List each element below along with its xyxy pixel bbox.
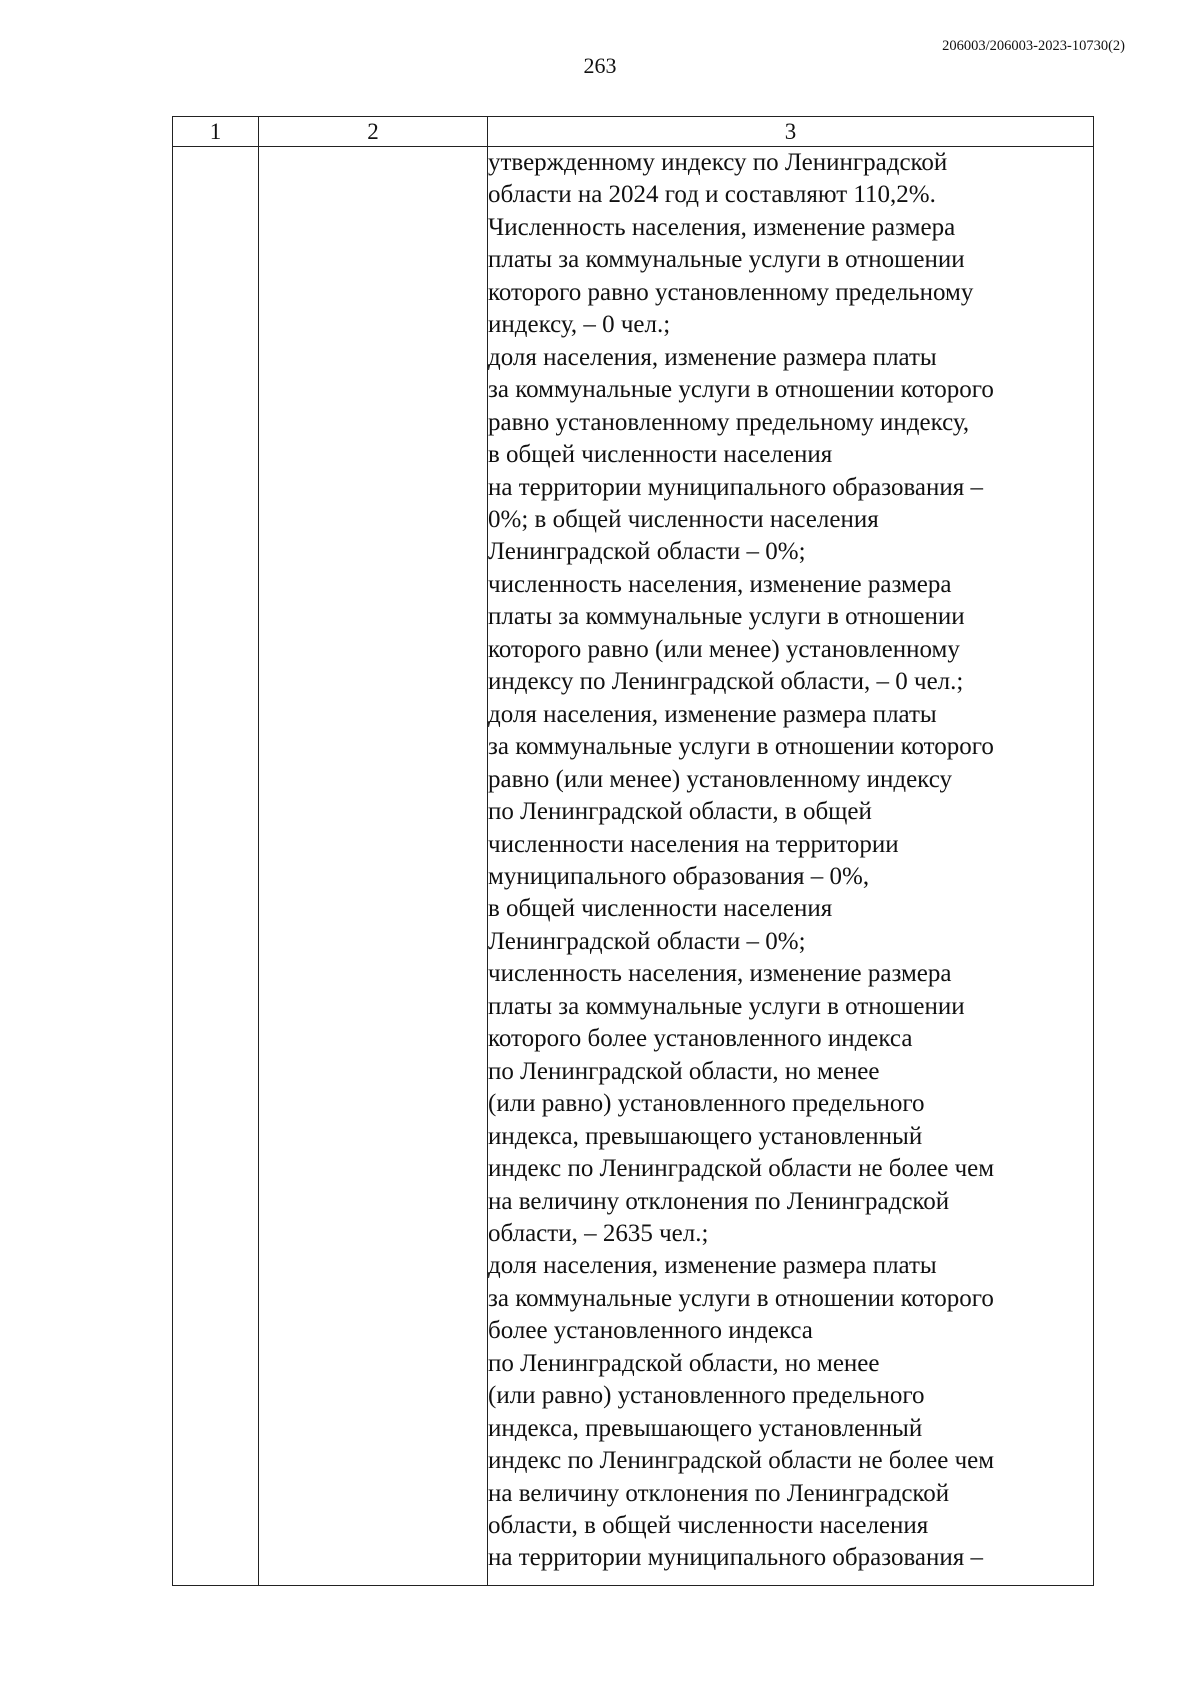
- page-number: 263: [583, 53, 617, 78]
- text-line: которого равно (или менее) установленному: [488, 635, 960, 663]
- text-line: индекс по Ленинградской области не более чем: [488, 1447, 995, 1475]
- text-line: муниципального образования – 0%,: [488, 862, 870, 890]
- text-line: за коммунальные услуги в отношении которого: [488, 376, 994, 404]
- text-line: на величину отклонения по Ленинградской: [488, 1187, 950, 1215]
- column-header-1: 1: [173, 117, 259, 147]
- text-line: области, в общей численности населения: [488, 1512, 929, 1540]
- text-line: по Ленинградской области, но менее: [488, 1349, 880, 1377]
- text-line: более установленного индекса: [488, 1317, 813, 1345]
- text-line: которого равно установленному предельному: [488, 278, 974, 306]
- text-line: которого более установленного индекса: [488, 1025, 913, 1053]
- document-id: 206003/206003-2023-10730(2): [942, 38, 1125, 54]
- cell-col-1: [173, 147, 259, 1586]
- text-line: на территории муниципального образования –: [488, 1544, 984, 1572]
- text-line: индекса, превышающего установленный: [488, 1414, 923, 1442]
- table-header-row: [173, 117, 1094, 147]
- text-line: (или равно) установленного предельного: [488, 1382, 925, 1410]
- text-line: индекса, превышающего установленный: [488, 1122, 923, 1150]
- text-line: на территории муниципального образования –: [488, 473, 984, 501]
- text-line: Ленинградской области – 0%;: [488, 538, 806, 566]
- text-line: на величину отклонения по Ленинградской: [488, 1479, 950, 1507]
- text-line: 0%; в общей численности населения: [488, 505, 879, 533]
- text-line: доля населения, изменение размера платы: [488, 700, 937, 728]
- text-line: платы за коммунальные услуги в отношении: [488, 992, 965, 1020]
- document-table: [172, 116, 1094, 1586]
- text-line: утвержденному индексу по Ленинградской: [488, 149, 948, 176]
- table-row: [173, 147, 1094, 1586]
- text-line: численность населения, изменение размера: [488, 570, 952, 598]
- text-line: индекс по Ленинградской области не более чем: [488, 1155, 995, 1183]
- text-line: доля населения, изменение размера платы: [488, 1252, 937, 1280]
- text-line: (или равно) установленного предельного: [488, 1090, 925, 1118]
- text-line: по Ленинградской области, в общей: [488, 798, 872, 826]
- text-line: численность населения, изменение размера: [488, 960, 952, 988]
- cell-col-3: [488, 147, 1094, 1586]
- text-line: доля населения, изменение размера платы: [488, 343, 937, 371]
- text-line: индексу по Ленинградской области, – 0 чел.;: [488, 668, 964, 696]
- text-line: по Ленинградской области, но менее: [488, 1057, 880, 1085]
- text-line: за коммунальные услуги в отношении которого: [488, 733, 994, 761]
- text-line: равно установленному предельному индексу,: [488, 408, 970, 436]
- text-line: Ленинградской области – 0%;: [488, 927, 806, 955]
- cell-col-2: [259, 147, 488, 1586]
- text-line: Численность населения, изменение размера: [488, 213, 956, 241]
- text-line: индексу, – 0 чел.;: [488, 311, 671, 339]
- text-line: платы за коммунальные услуги в отношении: [488, 246, 965, 274]
- text-line: равно (или менее) установленному индексу: [488, 765, 952, 793]
- text-line: в общей численности населения: [488, 441, 833, 469]
- text-line: области на 2024 год и составляют 110,2%.: [488, 181, 936, 209]
- text-line: численности населения на территории: [488, 830, 899, 858]
- text-line: области, – 2635 чел.;: [488, 1219, 709, 1247]
- column-header-2: 2: [259, 117, 488, 147]
- column-header-3: 3: [488, 117, 1094, 147]
- text-line: платы за коммунальные услуги в отношении: [488, 603, 965, 631]
- text-line: в общей численности населения: [488, 895, 833, 923]
- text-line: за коммунальные услуги в отношении которого: [488, 1284, 994, 1312]
